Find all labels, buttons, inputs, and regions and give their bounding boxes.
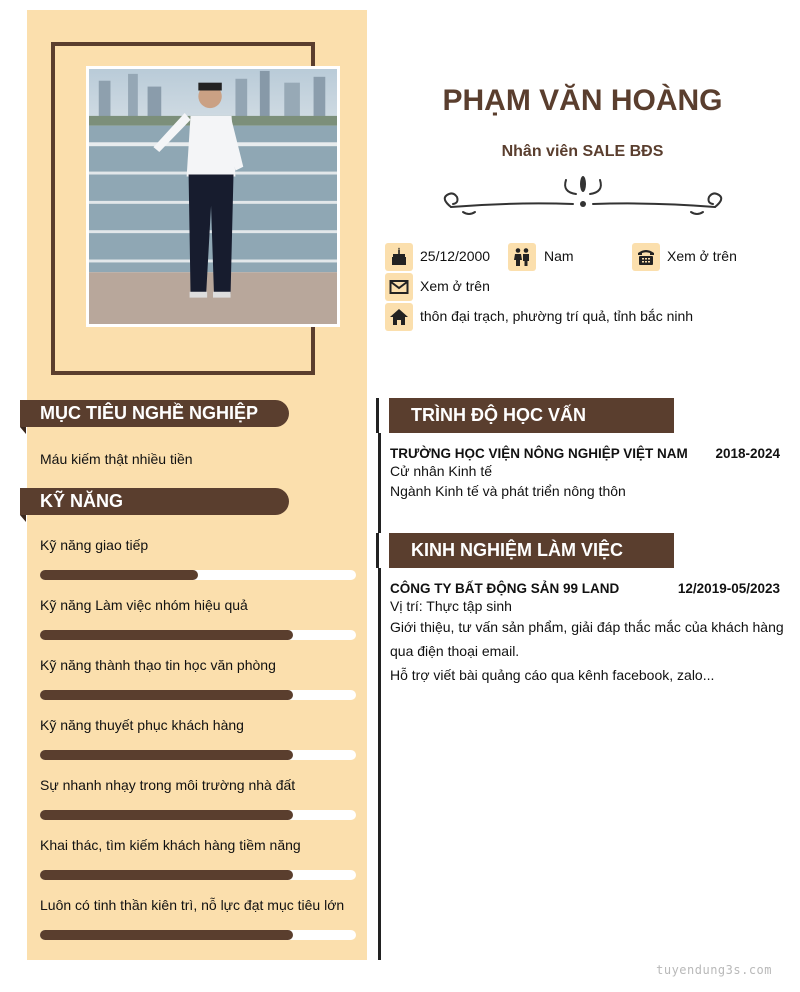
address-text: thôn đại trạch, phường trí quả, tỉnh bắc ninh	[420, 308, 694, 324]
gender-text: Nam	[544, 248, 574, 264]
experience-position: Vị trí: Thực tập sinh	[390, 598, 512, 614]
skill-bar-fill	[40, 630, 293, 640]
phone-text: Xem ở trên	[667, 248, 737, 264]
education-degree: Cử nhân Kinh tế	[390, 463, 492, 479]
cake-icon	[385, 243, 413, 271]
email-text: Xem ở trên	[420, 278, 490, 294]
experience-heading-label: KINH NGHIỆM LÀM VIỆC	[411, 540, 624, 560]
education-heading	[376, 398, 674, 433]
gender-icon	[508, 243, 536, 271]
skill-label: Khai thác, tìm kiếm khách hàng tiềm năng	[40, 837, 301, 853]
watermark: tuyendung3s.com	[656, 963, 772, 977]
birthday-text: 25/12/2000	[420, 248, 491, 264]
education-school: TRƯỜNG HỌC VIỆN NÔNG NGHIỆP VIỆT NAM	[390, 446, 688, 461]
skills-heading-label: KỸ NĂNG	[40, 491, 124, 511]
skill-bar-fill	[40, 930, 293, 940]
skill-label: Sự nhanh nhạy trong môi trường nhà đất	[40, 777, 296, 793]
skill-bar	[40, 810, 356, 820]
skill-bar	[40, 690, 356, 700]
skill-label: Kỹ năng thành thạo tin học văn phòng	[40, 657, 276, 673]
heading-fold	[20, 427, 26, 434]
skill-label: Kỹ năng giao tiếp	[40, 537, 149, 553]
skill-bar-fill	[40, 750, 293, 760]
candidate-name: PHẠM VĂN HOÀNG	[442, 84, 723, 117]
skill-bar	[40, 570, 356, 580]
experience-duty-line: qua điện thoại email.	[390, 643, 520, 659]
timeline-line	[378, 400, 381, 960]
skill-bar	[40, 930, 356, 940]
skill-label: Luôn có tinh thần kiên trì, nỗ lực đạt mục tiêu lớn	[40, 897, 345, 913]
skill-bar	[40, 870, 356, 880]
candidate-role: Nhân viên SALE BĐS	[501, 143, 664, 160]
heading-fold	[20, 515, 26, 522]
experience-company: CÔNG TY BẤT ĐỘNG SẢN 99 LAND	[390, 581, 620, 596]
skill-bar-fill	[40, 570, 198, 580]
objective-heading-label: MỤC TIÊU NGHỀ NGHIỆP	[40, 403, 259, 423]
experience-duty-line: Giới thiệu, tư vấn sản phẩm, giải đáp thắc mắc của khách hàng	[390, 619, 784, 635]
experience-duty-line: Hỗ trợ viết bài quảng cáo qua kênh facebook, zalo...	[390, 667, 715, 683]
heading-notch	[379, 533, 389, 568]
education-period: 2018-2024	[715, 446, 780, 461]
education-major: Ngành Kinh tế và phát triển nông thôn	[390, 483, 626, 499]
education-heading-label: TRÌNH ĐỘ HỌC VẤN	[411, 405, 586, 425]
skill-bar-fill	[40, 870, 293, 880]
objective-heading	[20, 400, 289, 427]
skill-bar-fill	[40, 810, 293, 820]
experience-heading	[376, 533, 674, 568]
skill-label: Kỹ năng Làm việc nhóm hiệu quả	[40, 597, 248, 613]
skill-bar	[40, 630, 356, 640]
objective-text: Máu kiếm thật nhiều tiền	[40, 451, 193, 467]
profile-photo	[86, 66, 340, 327]
skills-heading	[20, 488, 289, 515]
heading-notch	[379, 398, 389, 433]
skill-label: Kỹ năng thuyết phục khách hàng	[40, 717, 244, 733]
divider-ornament-icon	[433, 172, 733, 222]
skill-bar	[40, 750, 356, 760]
home-icon	[385, 303, 413, 331]
experience-period: 12/2019-05/2023	[677, 581, 780, 596]
mail-icon	[385, 273, 413, 301]
skill-bar-fill	[40, 690, 293, 700]
phone-icon	[632, 243, 660, 271]
